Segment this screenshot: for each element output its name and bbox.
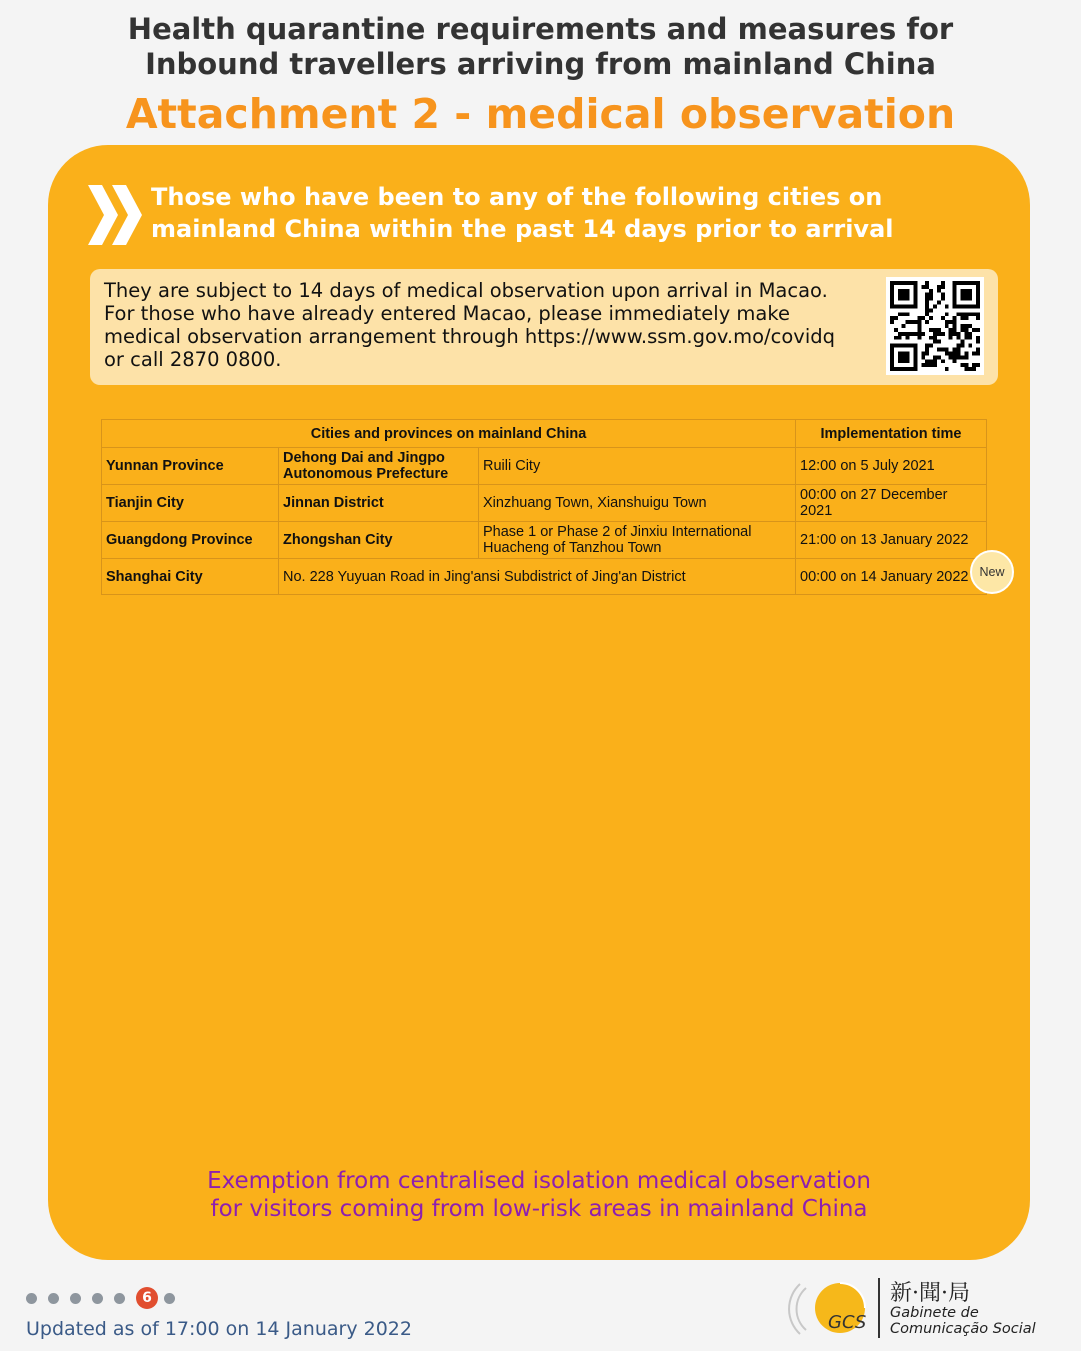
table-header-row: [102, 420, 987, 448]
page-subtitle: Attachment 2 - medical observation: [125, 90, 956, 138]
time-cell: 12:00 on 5 July 2021: [796, 448, 987, 485]
area-cell: Xinzhuang Town, Xianshuigu Town: [479, 485, 796, 522]
page-dot[interactable]: [26, 1293, 37, 1304]
page-dot[interactable]: [164, 1293, 175, 1304]
new-badge: New: [970, 550, 1014, 594]
page-indicator[interactable]: [26, 1288, 186, 1308]
page-dot[interactable]: [114, 1293, 125, 1304]
cities-table: [101, 419, 987, 595]
double-chevron-right-icon: [88, 185, 144, 245]
table-header-area: Cities and provinces on mainland China: [102, 420, 796, 448]
province-cell: Tianjin City: [102, 485, 279, 522]
time-cell: 00:00 on 14 January 2022: [796, 559, 987, 595]
section-heading-line-1: Those who have been to any of the following cities on: [151, 183, 883, 211]
notice-line-1: They are subject to 14 days of medical observation upon arrival in Macao.: [104, 279, 828, 302]
exemption-line-2: for visitors coming from low-risk areas in mainland China: [210, 1196, 868, 1222]
page-title-line-1: Health quarantine requirements and measures for: [127, 12, 954, 46]
notice-text: [104, 279, 874, 371]
province-cell: Guangdong Province: [102, 522, 279, 559]
exemption-link[interactable]: [48, 1167, 1030, 1223]
notice-line-3[interactable]: medical observation arrangement through https://www.ssm.gov.mo/covidq: [104, 325, 835, 348]
logo-chinese-text: 新·聞·局: [890, 1281, 970, 1306]
qr-code-icon[interactable]: [886, 277, 984, 375]
province-cell: Shanghai City: [102, 559, 279, 595]
page-dot[interactable]: [70, 1293, 81, 1304]
page-dot[interactable]: [48, 1293, 59, 1304]
notice-line-2: For those who have already entered Macao, please immediately make: [104, 302, 790, 325]
updated-timestamp: Updated as of 17:00 on 14 January 2022: [26, 1318, 412, 1340]
svg-text:GCS: GCS: [828, 1312, 867, 1333]
table-row: [102, 522, 987, 559]
content-panel: [48, 145, 1030, 1260]
table-row: [102, 559, 987, 595]
area-cell: Ruili City: [479, 448, 796, 485]
area-cell: Phase 1 or Phase 2 of Jinxiu International Huacheng of Tanzhou Town: [479, 522, 796, 559]
province-cell: Yunnan Province: [102, 448, 279, 485]
city-cell: Zhongshan City: [279, 522, 479, 559]
page-title-line-2: Inbound travellers arriving from mainland China: [145, 47, 936, 81]
gcs-logo: [786, 1272, 1066, 1342]
area-cell: No. 228 Yuyuan Road in Jing'ansi Subdistrict of Jing'an District: [279, 559, 796, 595]
table-row: [102, 448, 987, 485]
section-heading: [151, 181, 991, 245]
notice-box: [90, 269, 998, 385]
page-dot-active[interactable]: 6: [136, 1287, 158, 1309]
city-cell: Dehong Dai and Jingpo Autonomous Prefecture: [279, 448, 479, 485]
section-heading-line-2: mainland China within the past 14 days prior to arrival: [151, 215, 894, 243]
logo-pt-line-2: Comunicação Social: [890, 1321, 1036, 1337]
logo-pt-line-1: Gabinete de: [890, 1305, 979, 1321]
table-header-time: Implementation time: [796, 420, 987, 448]
table-row: [102, 485, 987, 522]
gcs-logo-icon: [786, 1272, 882, 1342]
time-cell: 21:00 on 13 January 2022: [796, 522, 987, 559]
time-cell: 00:00 on 27 December 2021: [796, 485, 987, 522]
notice-line-4: or call 2870 0800.: [104, 348, 282, 371]
exemption-line-1: Exemption from centralised isolation medical observation: [207, 1168, 871, 1194]
logo-portuguese-text: [890, 1305, 1036, 1337]
page-dot[interactable]: [92, 1293, 103, 1304]
city-cell: Jinnan District: [279, 485, 479, 522]
